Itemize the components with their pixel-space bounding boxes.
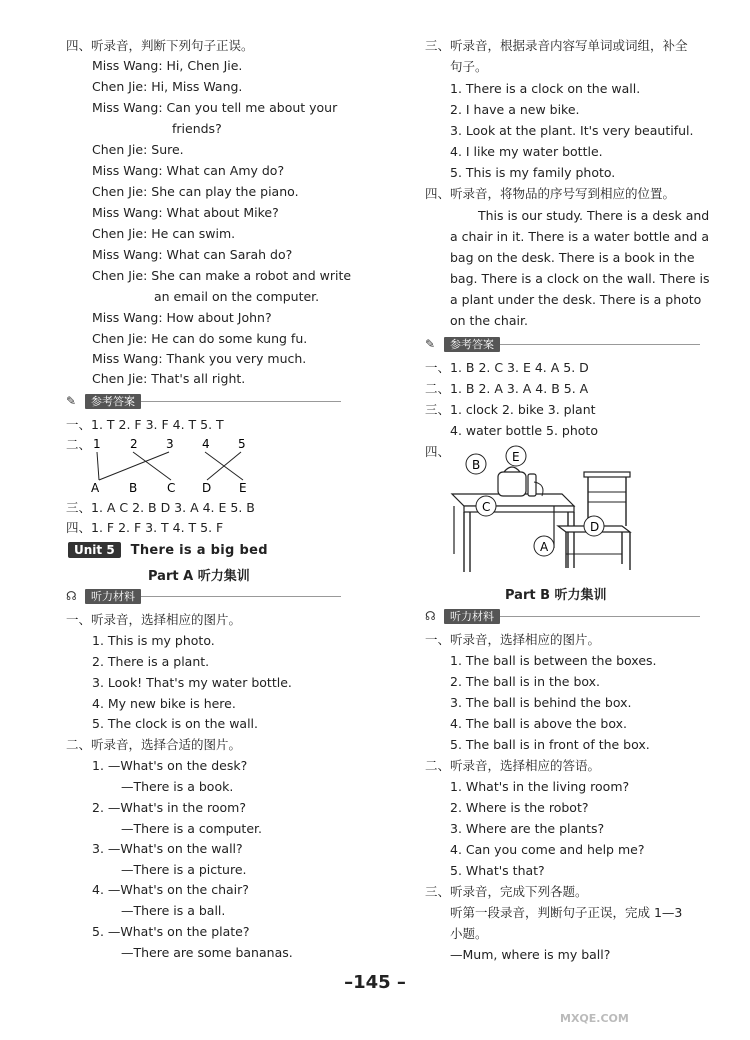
label-C: C bbox=[482, 500, 491, 514]
dialog-line: Miss Wang: Can you tell me about your bbox=[92, 100, 338, 115]
dialog-line: Chen Jie: She can make a robot and write bbox=[92, 268, 352, 283]
dialog-line: Miss Wang: What about Mike? bbox=[92, 205, 279, 220]
match-top-2: 2 bbox=[130, 437, 138, 451]
right-s4-heading: 四、听录音，将物品的序号写到相应的位置。 bbox=[425, 186, 676, 201]
label-D: D bbox=[590, 520, 600, 534]
list-item: 5. This is my family photo. bbox=[450, 165, 616, 180]
unit-heading bbox=[68, 542, 268, 558]
m3-sub: 听第一段录音，判断句子正误，完成 1—3 bbox=[450, 905, 683, 920]
m3-heading: 三、听录音，完成下列各题。 bbox=[425, 884, 588, 899]
answer-line-3: 三、1. A C 2. B D 3. A 4. E 5. B bbox=[66, 500, 255, 515]
headphones-icon: ☊ bbox=[66, 589, 77, 603]
list-item: 3. Look! That's my water bottle. bbox=[92, 675, 292, 690]
material-tag: 听力材料 bbox=[85, 589, 141, 604]
list-item: 1. There is a clock on the wall. bbox=[450, 81, 641, 96]
match-line bbox=[99, 452, 169, 480]
list-item: 4. I like my water bottle. bbox=[450, 144, 603, 159]
list-item: 3. —What's on the wall? bbox=[92, 841, 243, 856]
bottle-drawing bbox=[528, 474, 536, 496]
part-a-title: Part A 听力集训 bbox=[148, 569, 250, 584]
match-line bbox=[207, 452, 241, 480]
dialog-line: Miss Wang: How about John? bbox=[92, 310, 272, 325]
watermark: MXQE.COM bbox=[560, 1012, 629, 1025]
m3-sub-cont: 小题。 bbox=[450, 926, 488, 941]
match-top-1: 1 bbox=[93, 437, 101, 451]
list-item: —There is a computer. bbox=[121, 821, 262, 836]
list-item: —There is a ball. bbox=[121, 903, 226, 918]
para-line: a plant under the desk. There is a photo bbox=[450, 292, 702, 307]
list-item: —There is a book. bbox=[121, 779, 234, 794]
list-item: 4. —What's on the chair? bbox=[92, 882, 249, 897]
list-item: 1. —What's on the desk? bbox=[92, 758, 248, 773]
answer-line-2: 二、1. B 2. A 3. A 4. B 5. A bbox=[425, 381, 589, 396]
answers-header bbox=[66, 393, 341, 409]
matching-diagram bbox=[85, 436, 255, 496]
dialog-line: Chen Jie: He can swim. bbox=[92, 226, 236, 241]
unit-title: There is a big bed bbox=[130, 542, 268, 558]
dialog-line: Chen Jie: He can do some kung fu. bbox=[92, 331, 308, 346]
dialog-line: Chen Jie: Hi, Miss Wang. bbox=[92, 79, 243, 94]
para-line: bag. There is a clock on the wall. There is bbox=[450, 271, 710, 286]
match-top-5: 5 bbox=[238, 437, 246, 451]
label-B: B bbox=[472, 458, 481, 472]
left-s4-heading: 四、听录音，判断下列句子正误。 bbox=[66, 38, 254, 53]
bag-drawing bbox=[498, 472, 526, 496]
para-line: on the chair. bbox=[450, 313, 528, 328]
answers-tag: 参考答案 bbox=[444, 337, 500, 352]
headphones-icon: ☊ bbox=[425, 609, 436, 623]
chair-top-rail bbox=[584, 472, 630, 477]
pen-icon: ✎ bbox=[66, 394, 77, 408]
header-rule bbox=[141, 596, 341, 597]
list-item: 3. The ball is behind the box. bbox=[450, 695, 632, 710]
para-line: This is our study. There is a desk and bbox=[478, 208, 710, 223]
match-bottom-A: A bbox=[91, 481, 100, 495]
list-item: 4. My new bike is here. bbox=[92, 696, 236, 711]
material-header bbox=[425, 608, 700, 624]
m2-heading: 二、听录音，选择合适的图片。 bbox=[66, 737, 242, 752]
dialog-line: Chen Jie: She can play the piano. bbox=[92, 184, 299, 199]
match-bottom-B: B bbox=[129, 481, 138, 495]
dialog-line: Miss Wang: Thank you very much. bbox=[92, 351, 307, 366]
list-item: 2. Where is the robot? bbox=[450, 800, 589, 815]
list-item: 2. I have a new bike. bbox=[450, 102, 580, 117]
match-line bbox=[97, 452, 99, 480]
list-item: 3. Look at the plant. It's very beautiful. bbox=[450, 123, 694, 138]
match-top-4: 4 bbox=[202, 437, 210, 451]
list-item: 1. This is my photo. bbox=[92, 633, 215, 648]
answers-tag: 参考答案 bbox=[85, 394, 141, 409]
list-item: 4. The ball is above the box. bbox=[450, 716, 627, 731]
answers-header bbox=[425, 336, 700, 352]
answer-line-4: 四、1. F 2. F 3. T 4. T 5. F bbox=[66, 520, 224, 535]
header-rule bbox=[500, 616, 700, 617]
right-s3-heading-cont: 句子。 bbox=[450, 59, 488, 74]
dialog-line: an email on the computer. bbox=[154, 289, 320, 304]
list-item: 5. What's that? bbox=[450, 863, 545, 878]
answer-line-3-cont: 4. water bottle 5. photo bbox=[450, 423, 598, 438]
list-item: 5. —What's on the plate? bbox=[92, 924, 250, 939]
para-line: a chair in it. There is a water bottle and a bbox=[450, 229, 709, 244]
match-line bbox=[133, 452, 171, 480]
material-header bbox=[66, 588, 341, 604]
part-b-title: Part B 听力集训 bbox=[505, 588, 607, 603]
pen-icon: ✎ bbox=[425, 337, 436, 351]
match-bottom-E: E bbox=[239, 481, 247, 495]
dialog-line: Chen Jie: That's all right. bbox=[92, 371, 246, 386]
unit-badge: Unit 5 bbox=[68, 542, 121, 558]
dialog-line: Miss Wang: Hi, Chen Jie. bbox=[92, 58, 243, 73]
page-number: –145 – bbox=[344, 972, 406, 993]
list-item: 4. Can you come and help me? bbox=[450, 842, 645, 857]
list-item: 5. The ball is in front of the box. bbox=[450, 737, 650, 752]
list-item: 5. The clock is on the wall. bbox=[92, 716, 258, 731]
study-room-picture bbox=[446, 442, 642, 576]
para-line: bag on the desk. There is a book in the bbox=[450, 250, 695, 265]
material-tag: 听力材料 bbox=[444, 609, 500, 624]
match-bottom-C: C bbox=[167, 481, 176, 495]
list-item: 2. The ball is in the box. bbox=[450, 674, 601, 689]
dialog-line: Chen Jie: Sure. bbox=[92, 142, 184, 157]
dialog-line: Miss Wang: What can Sarah do? bbox=[92, 247, 293, 262]
list-item: 1. The ball is between the boxes. bbox=[450, 653, 657, 668]
label-E: E bbox=[512, 450, 520, 464]
dialog-line: friends? bbox=[172, 121, 222, 136]
list-item: 1. What's in the living room? bbox=[450, 779, 630, 794]
answer-line-1: 一、1. B 2. C 3. E 4. A 5. D bbox=[425, 360, 589, 375]
header-rule bbox=[141, 401, 341, 402]
right-s3-heading: 三、听录音，根据录音内容写单词或词组，补全 bbox=[425, 38, 688, 53]
list-item: 2. There is a plant. bbox=[92, 654, 210, 669]
m1-heading: 一、听录音，选择相应的图片。 bbox=[425, 632, 601, 647]
dialog-line: Miss Wang: What can Amy do? bbox=[92, 163, 285, 178]
answer-line-2-prefix: 二、 bbox=[66, 437, 92, 452]
answer-line-1: 一、1. T 2. F 3. F 4. T 5. T bbox=[66, 417, 224, 432]
m1-heading: 一、听录音，选择相应的图片。 bbox=[66, 612, 242, 627]
answer-line-3: 三、1. clock 2. bike 3. plant bbox=[425, 402, 596, 417]
label-A: A bbox=[540, 540, 549, 554]
m2-heading: 二、听录音，选择相应的答语。 bbox=[425, 758, 601, 773]
answer-line-4-prefix: 四、 bbox=[425, 444, 451, 459]
list-item: 2. —What's in the room? bbox=[92, 800, 246, 815]
list-item: 3. Where are the plants? bbox=[450, 821, 605, 836]
match-top-3: 3 bbox=[166, 437, 174, 451]
list-item: —There are some bananas. bbox=[121, 945, 293, 960]
m3-line: —Mum, where is my ball? bbox=[450, 947, 611, 962]
list-item: —There is a picture. bbox=[121, 862, 247, 877]
match-bottom-D: D bbox=[202, 481, 212, 495]
header-rule bbox=[500, 344, 700, 345]
